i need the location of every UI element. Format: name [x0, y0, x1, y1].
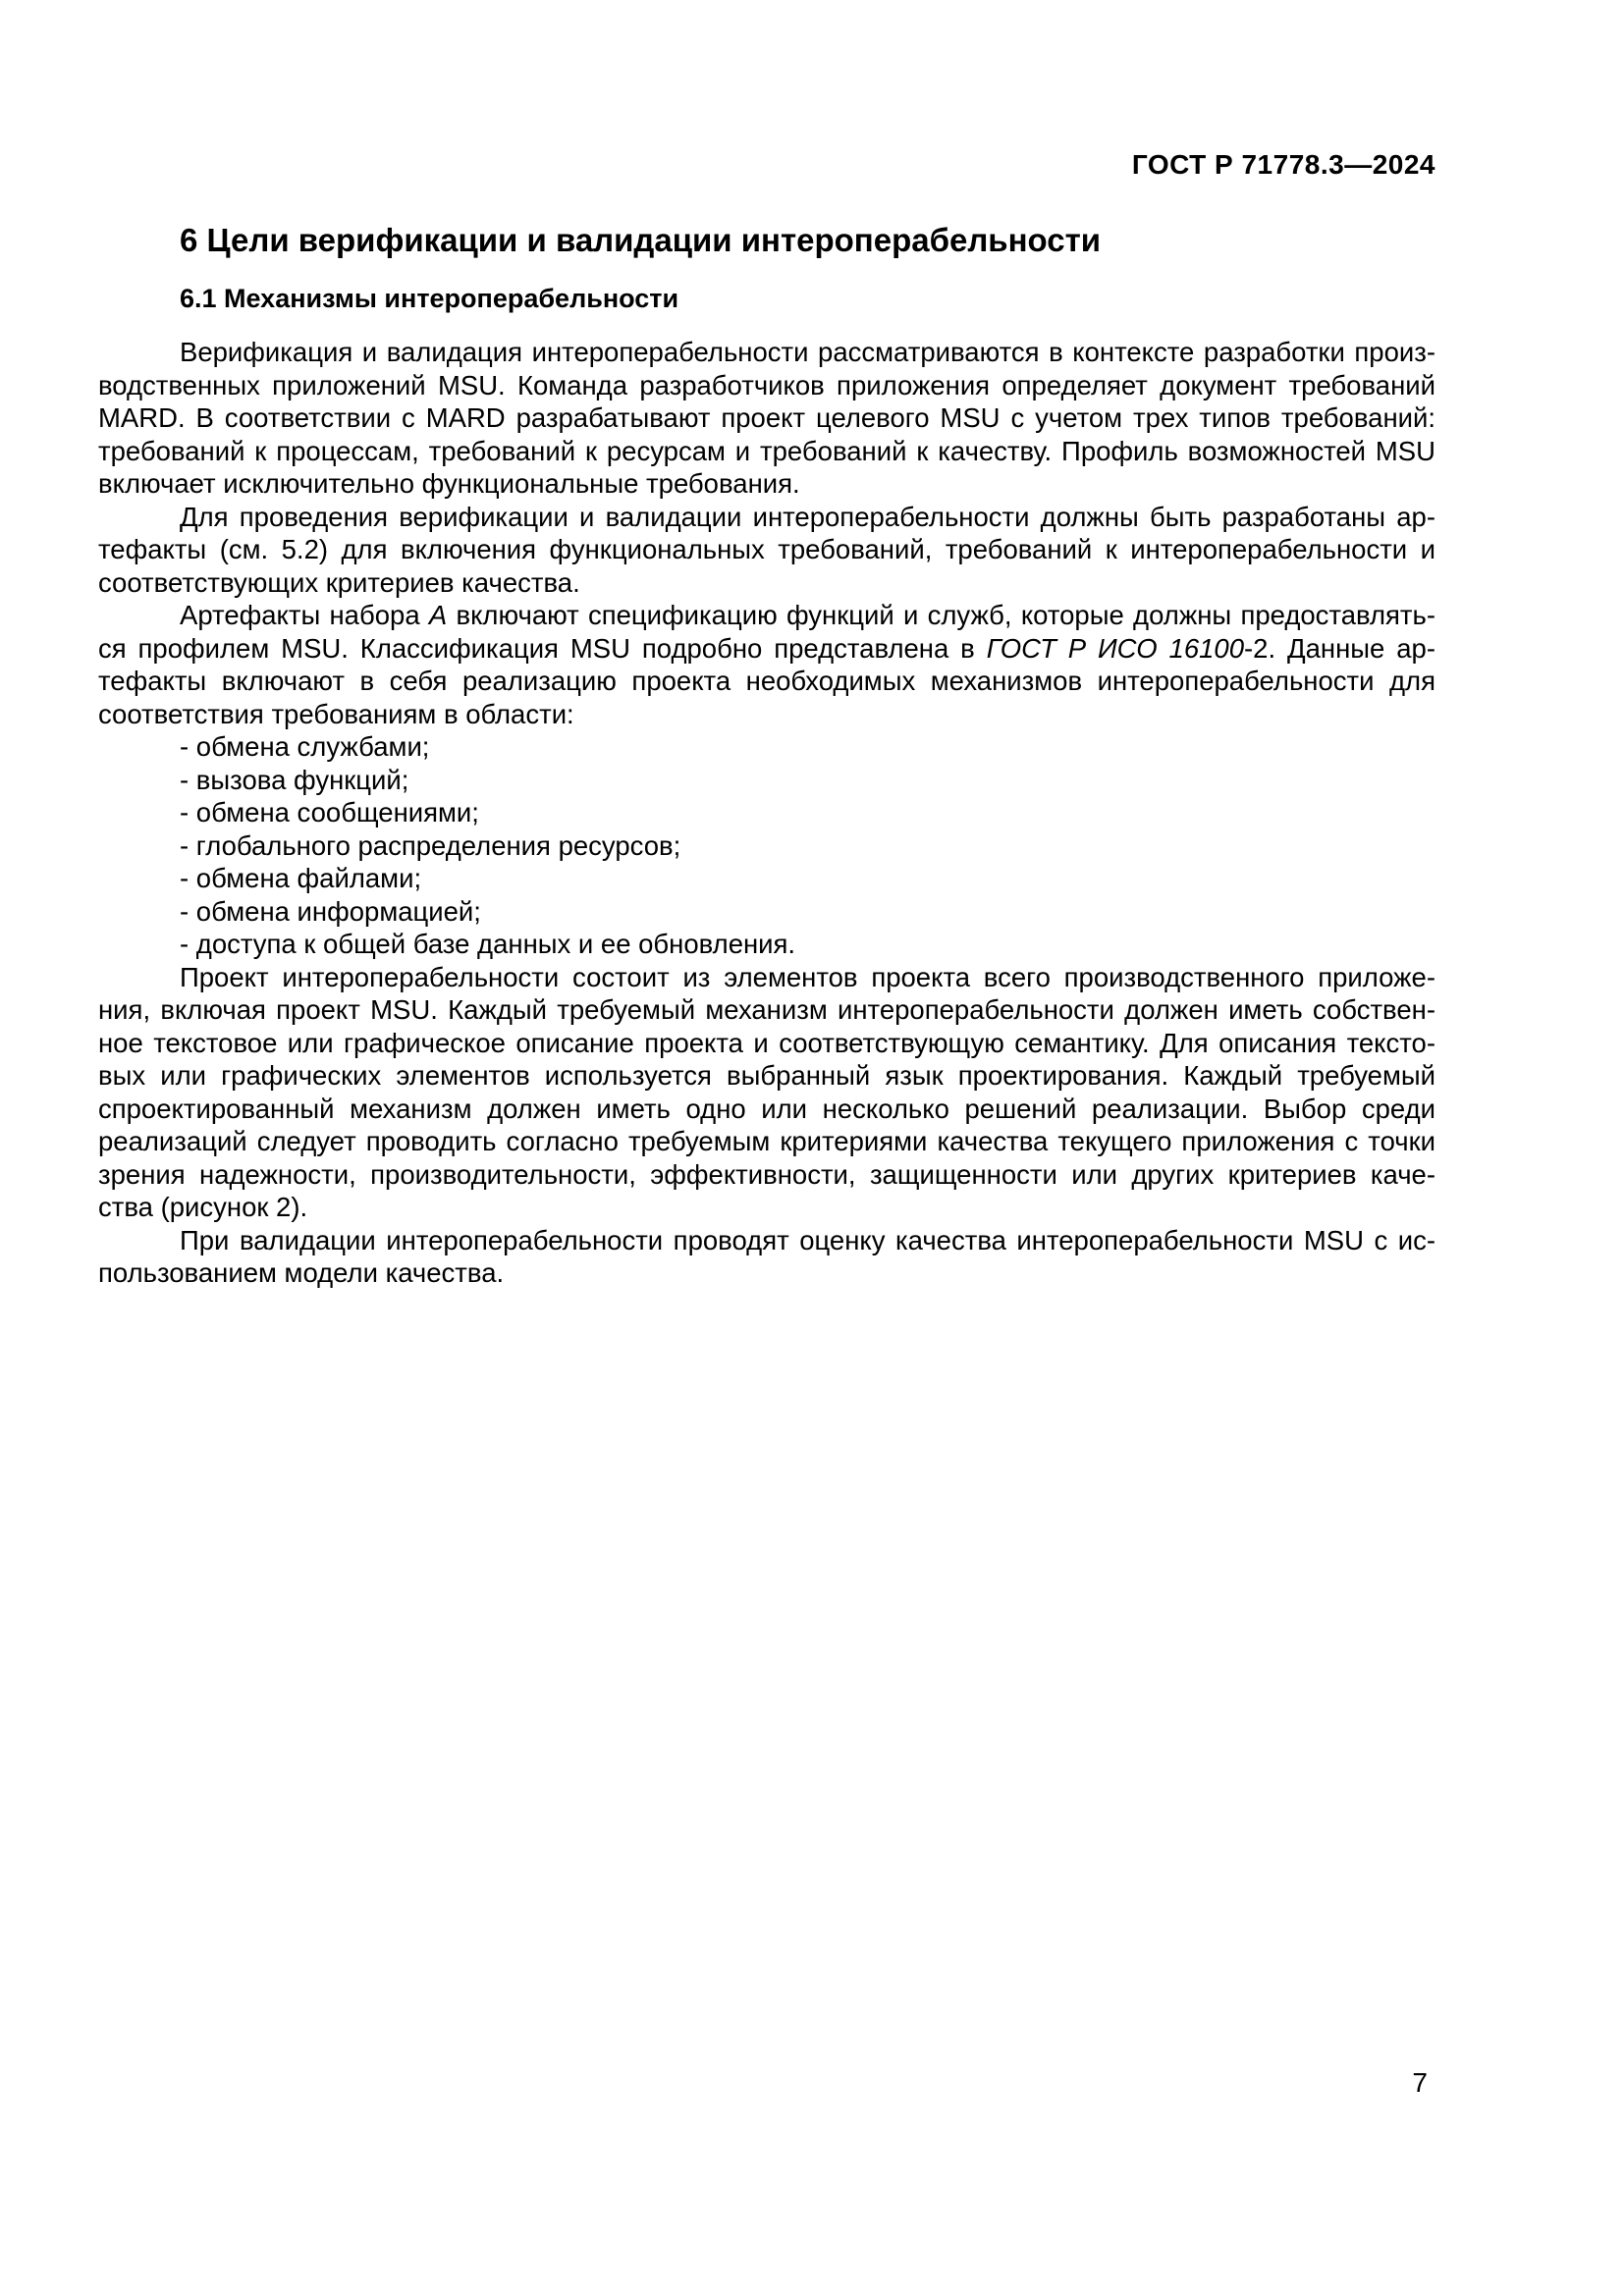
text-line: ся профилем MSU. Классификация MSU подробно представлена в ГОСТ Р ИСО 16100-2. Данные ар-: [98, 632, 1435, 664]
list-item: - доступа к общей базе данных и ее обновления.: [180, 929, 796, 959]
text-line: требований к процессам, требований к ресурсам и требований к качеству. Профиль возможностей MSU: [98, 435, 1435, 466]
page-number: 7: [1412, 2067, 1428, 2098]
text-line: пользованием модели качества.: [98, 1257, 505, 1288]
text-line: вых или графических элементов используется выбранный язык проектирования. Каждый требуемый: [98, 1060, 1435, 1091]
list-item: - обмена сообщениями;: [180, 797, 479, 828]
text-line: водственных приложений MSU. Команда разработчиков приложения определяет документ требований: [98, 369, 1435, 400]
section-heading: 6 Цели верификации и валидации интероперабельности: [180, 222, 1102, 258]
text-line: соответствующих критериев качества.: [98, 566, 580, 598]
text-line: Верификация и валидация интероперабельности рассматриваются в контексте разработки произ-: [180, 337, 1435, 367]
text-line: MARD. В соответствии с MARD разрабатывают проект целевого MSU с учетом трех типов требований:: [98, 402, 1435, 433]
list-item: - обмена службами;: [180, 731, 430, 762]
body-text: [98, 336, 1435, 1290]
text-line: зрения надежности, производительности, эффективности, защищенности или других критериев каче-: [98, 1158, 1435, 1190]
document-code-header: ГОСТ Р 71778.3—2024: [1131, 149, 1435, 180]
text-line: Проект интероперабельности состоит из элементов проекта всего производственного приложе-: [180, 961, 1435, 992]
text-line: ния, включая проект MSU. Каждый требуемый механизм интероперабельности должен иметь собствен-: [98, 994, 1435, 1025]
text-line: включает исключительно функциональные требования.: [98, 468, 800, 499]
list-item: - вызова функций;: [180, 764, 409, 795]
list-item: - глобального распределения ресурсов;: [180, 829, 681, 861]
text-line: реализаций следует проводить согласно требуемым критериями качества текущего приложения с точки: [98, 1126, 1435, 1156]
text-line: спроектированный механизм должен иметь одно или несколько решений реализации. Выбор среди: [98, 1093, 1435, 1124]
text-line: тефакты включают в себя реализацию проекта необходимых механизмов интероперабельности для: [98, 666, 1435, 696]
text-line: тефакты (см. 5.2) для включения функциональных требований, требований к интероперабельности и: [98, 534, 1435, 564]
text-line: При валидации интероперабельности проводят оценку качества интероперабельности MSU с ис-: [180, 1224, 1435, 1255]
list-item: - обмена файлами;: [180, 863, 422, 893]
text-line: ное текстовое или графическое описание проекта и соответствующую семантику. Для описания тексто-: [98, 1027, 1435, 1058]
list-item: - обмена информацией;: [180, 895, 481, 927]
text-line: соответствия требованиям в области:: [98, 698, 574, 729]
text-line: Для проведения верификации и валидации интероперабельности должны быть разработаны ар-: [180, 501, 1435, 532]
text-line: ства (рисунок 2).: [98, 1192, 308, 1222]
subsection-heading: 6.1 Механизмы интероперабельности: [180, 284, 679, 313]
text-line: Артефакты набора А включают спецификацию функций и служб, которые должны предоставлять-: [180, 600, 1435, 630]
